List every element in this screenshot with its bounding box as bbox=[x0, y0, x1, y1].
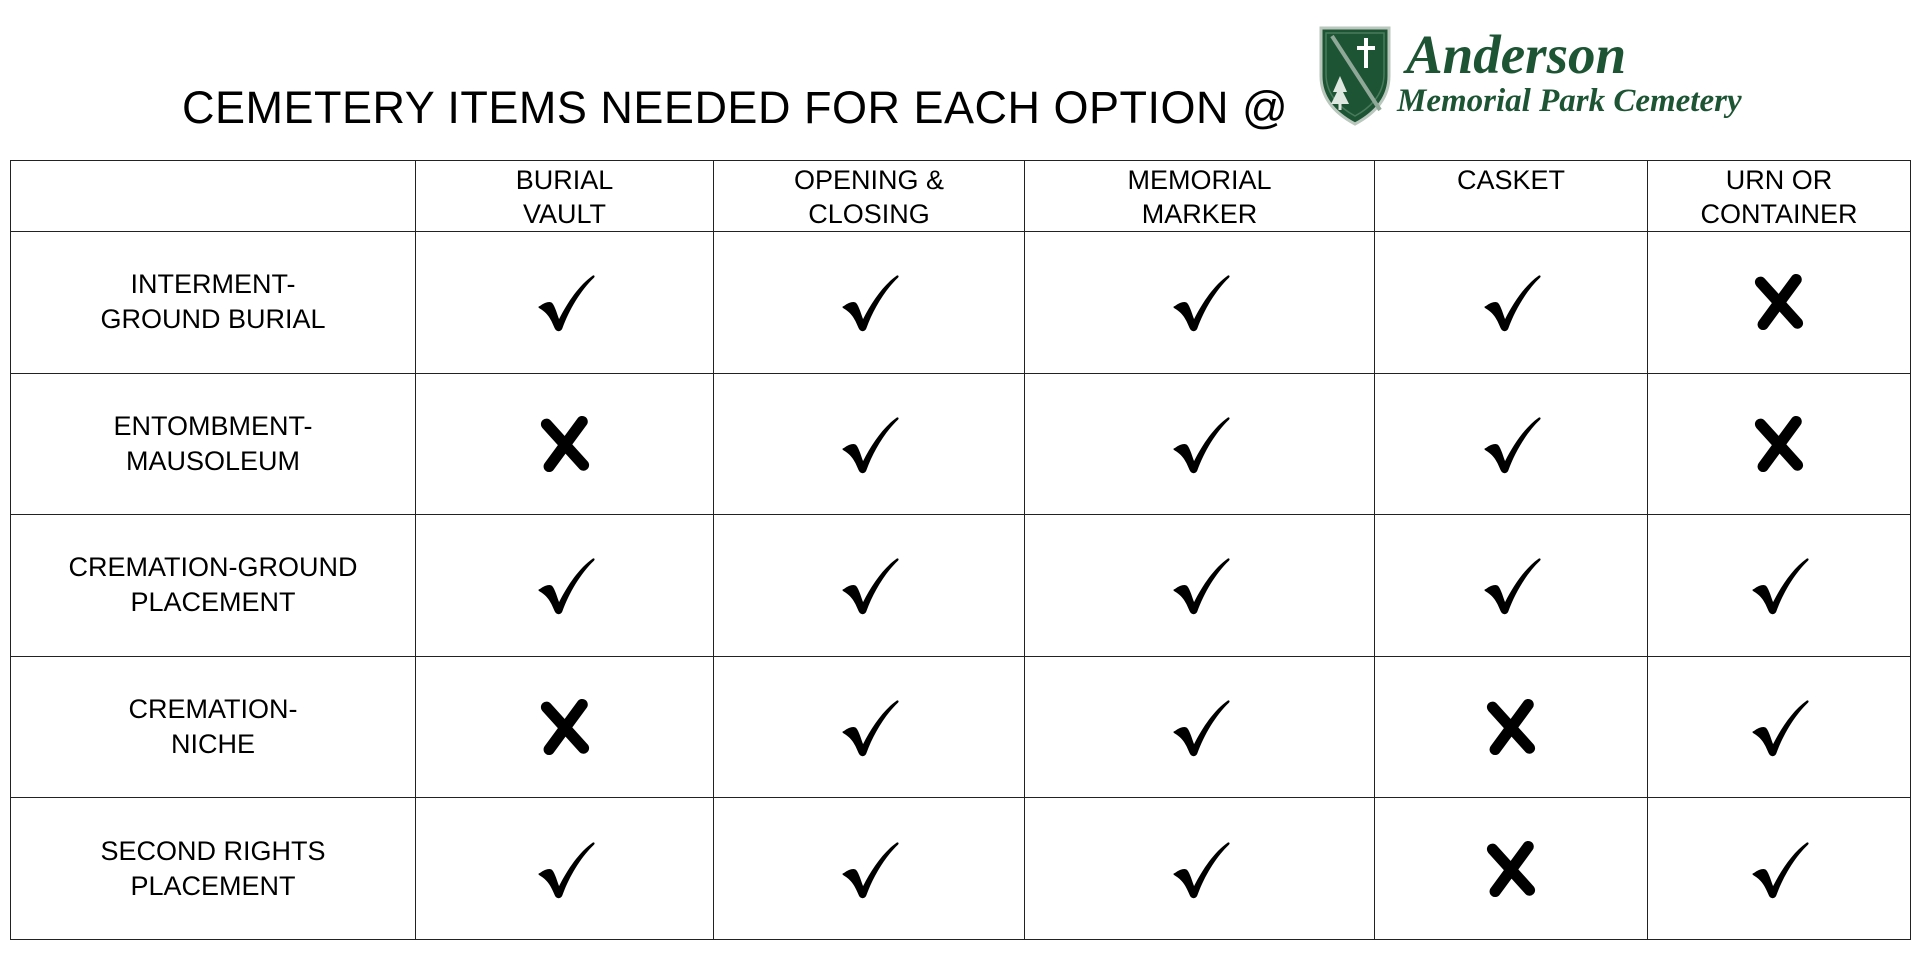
table-row bbox=[11, 515, 1911, 657]
row-label-line: PLACEMENT bbox=[130, 587, 296, 618]
options-table bbox=[10, 160, 1911, 940]
status-cell bbox=[1375, 656, 1648, 798]
status-cell bbox=[1648, 798, 1911, 940]
status-cell bbox=[714, 373, 1025, 515]
status-cell bbox=[1025, 798, 1375, 940]
checkmark-icon bbox=[532, 836, 598, 902]
column-header-opening-closing bbox=[714, 161, 1025, 232]
status-cell bbox=[1648, 656, 1911, 798]
status-cell bbox=[714, 798, 1025, 940]
checkmark-icon bbox=[1478, 411, 1544, 477]
header-line: MARKER bbox=[1141, 199, 1258, 229]
status-cell bbox=[416, 656, 714, 798]
x-mark-icon bbox=[532, 694, 598, 760]
status-cell bbox=[1025, 232, 1375, 374]
row-label-line: CREMATION- bbox=[128, 694, 298, 725]
row-label bbox=[11, 373, 416, 515]
row-label bbox=[11, 656, 416, 798]
checkmark-icon bbox=[1478, 269, 1544, 335]
row-label bbox=[11, 232, 416, 374]
checkmark-icon bbox=[836, 269, 902, 335]
x-mark-icon bbox=[1478, 836, 1544, 902]
checkmark-icon bbox=[1167, 269, 1233, 335]
checkmark-icon bbox=[1167, 411, 1233, 477]
checkmark-icon bbox=[836, 836, 902, 902]
corner-cell bbox=[11, 161, 416, 232]
status-cell bbox=[1025, 656, 1375, 798]
checkmark-icon bbox=[1746, 552, 1812, 618]
status-cell bbox=[1648, 232, 1911, 374]
row-label-line: GROUND BURIAL bbox=[100, 304, 326, 335]
page-title: CEMETERY ITEMS NEEDED FOR EACH OPTION @ bbox=[182, 82, 1289, 133]
x-mark-icon bbox=[1478, 694, 1544, 760]
header-line: BURIAL bbox=[515, 165, 614, 195]
header-line: MEMORIAL bbox=[1127, 165, 1272, 195]
header-line: CONTAINER bbox=[1700, 199, 1858, 229]
status-cell bbox=[1025, 373, 1375, 515]
shield-cross-tree-icon bbox=[1318, 24, 1392, 126]
checkmark-icon bbox=[836, 552, 902, 618]
status-cell bbox=[1375, 798, 1648, 940]
logo-subtitle: Memorial Park Cemetery bbox=[1397, 83, 1742, 119]
header-line: URN OR bbox=[1725, 165, 1833, 195]
status-cell bbox=[714, 232, 1025, 374]
table-row bbox=[11, 656, 1911, 798]
row-label bbox=[11, 798, 416, 940]
checkmark-icon bbox=[1746, 694, 1812, 760]
status-cell bbox=[416, 373, 714, 515]
status-cell bbox=[416, 515, 714, 657]
row-label-line: SECOND RIGHTS bbox=[100, 835, 326, 866]
column-header-urn-container bbox=[1648, 161, 1911, 232]
checkmark-icon bbox=[1167, 552, 1233, 618]
column-header-memorial-marker bbox=[1025, 161, 1375, 232]
row-label-line: INTERMENT- bbox=[130, 269, 296, 300]
status-cell bbox=[1375, 373, 1648, 515]
row-label-line: MAUSOLEUM bbox=[125, 445, 301, 476]
table-row bbox=[11, 798, 1911, 940]
column-header-casket bbox=[1375, 161, 1648, 232]
row-label-line: PLACEMENT bbox=[130, 870, 296, 901]
status-cell bbox=[1648, 373, 1911, 515]
table-row bbox=[11, 373, 1911, 515]
status-cell bbox=[416, 798, 714, 940]
status-cell bbox=[1025, 515, 1375, 657]
header-line: CASKET bbox=[1456, 165, 1566, 195]
header-line: CLOSING bbox=[808, 199, 930, 229]
status-cell bbox=[714, 656, 1025, 798]
status-cell bbox=[1375, 515, 1648, 657]
checkmark-icon bbox=[836, 411, 902, 477]
row-label-line: NICHE bbox=[170, 729, 255, 760]
table-body bbox=[11, 232, 1911, 940]
checkmark-icon bbox=[1746, 836, 1812, 902]
checkmark-icon bbox=[532, 552, 598, 618]
cemetery-logo bbox=[1318, 24, 1788, 129]
table-row bbox=[11, 232, 1911, 374]
checkmark-icon bbox=[1478, 552, 1544, 618]
status-cell bbox=[1648, 515, 1911, 657]
checkmark-icon bbox=[1167, 694, 1233, 760]
column-header-burial-vault bbox=[416, 161, 714, 232]
x-mark-icon bbox=[1746, 411, 1812, 477]
x-mark-icon bbox=[1746, 269, 1812, 335]
row-label bbox=[11, 515, 416, 657]
header-line: OPENING & bbox=[793, 165, 945, 195]
x-mark-icon bbox=[532, 411, 598, 477]
checkmark-icon bbox=[532, 269, 598, 335]
status-cell bbox=[1375, 232, 1648, 374]
row-label-line: ENTOMBMENT- bbox=[113, 410, 313, 441]
checkmark-icon bbox=[836, 694, 902, 760]
header-row bbox=[11, 161, 1911, 232]
header-line: VAULT bbox=[522, 199, 607, 229]
status-cell bbox=[416, 232, 714, 374]
status-cell bbox=[714, 515, 1025, 657]
checkmark-icon bbox=[1167, 836, 1233, 902]
logo-name: Anderson bbox=[1406, 24, 1627, 85]
row-label-line: CREMATION-GROUND bbox=[68, 552, 358, 583]
